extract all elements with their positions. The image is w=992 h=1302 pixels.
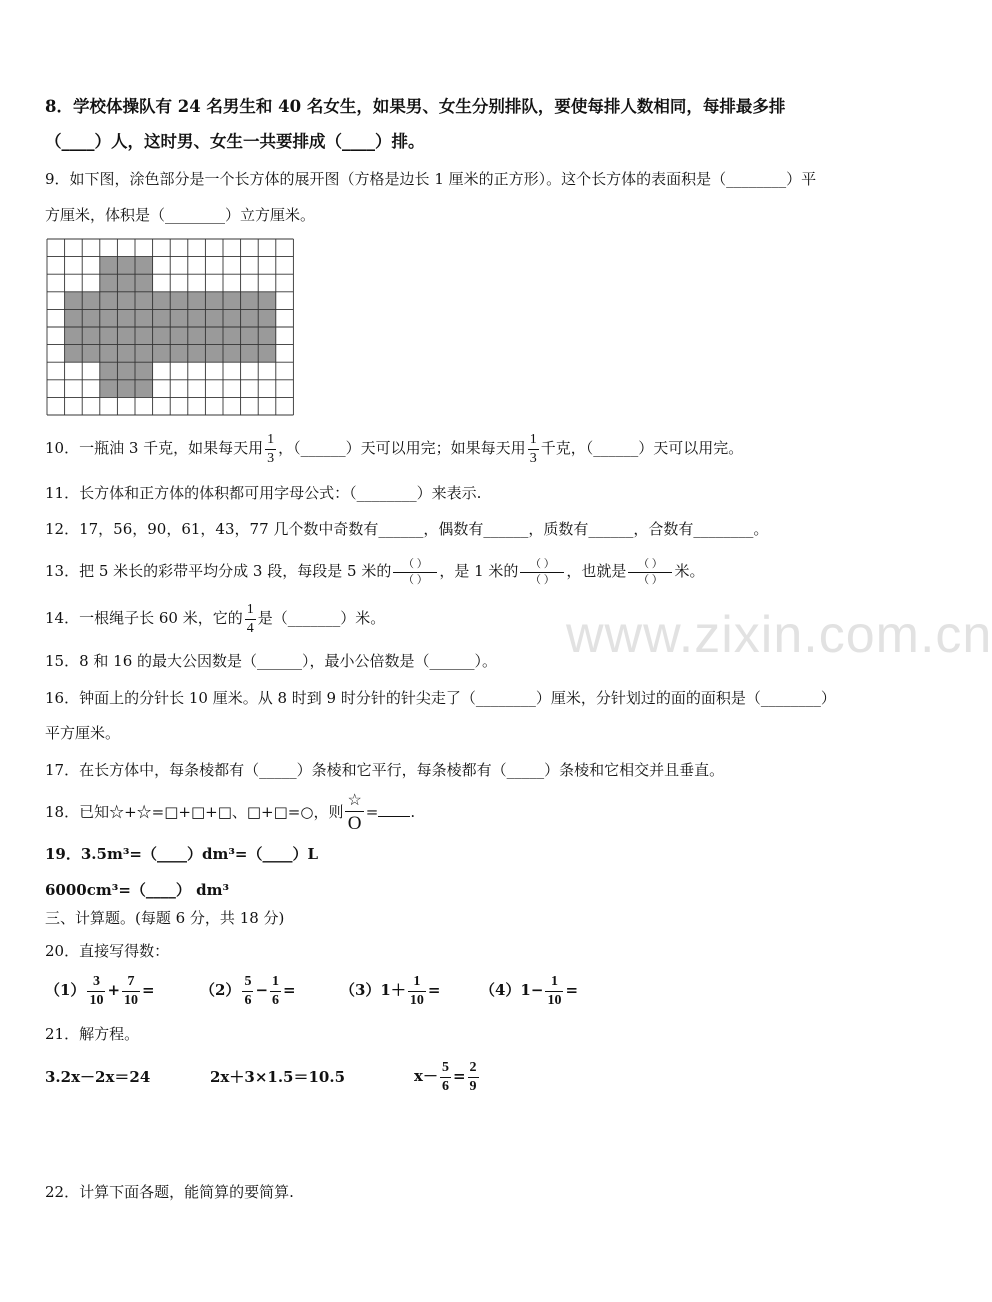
- shaded-cell: [135, 345, 153, 363]
- q14-part1: 14．一根绳子长 60 米，它的: [45, 609, 243, 627]
- q13-frac1-den: （ ）: [402, 573, 428, 586]
- shaded-cell: [153, 292, 171, 310]
- shaded-cell: [135, 327, 153, 345]
- q19-line1: 19．3.5m³=（____）dm³=（____）L: [45, 845, 319, 863]
- shaded-cell: [135, 274, 153, 292]
- grid-svg: [46, 238, 296, 418]
- shaded-cell: [135, 309, 153, 327]
- shaded-cell: [117, 292, 135, 310]
- shaded-cell: [82, 327, 100, 345]
- shaded-cell: [188, 292, 206, 310]
- q20-1-label: （1）: [45, 981, 86, 999]
- q10: [45, 430, 743, 466]
- q20-2-b-num: 1: [272, 973, 280, 989]
- q14-frac-num: 1: [246, 601, 254, 617]
- shaded-cell: [117, 380, 135, 398]
- q16-line2: 平方厘米。: [45, 724, 121, 742]
- q20-2-op: −: [255, 981, 269, 999]
- q20-4-num: 1: [550, 973, 558, 989]
- q19-line2: 6000cm³=（____） dm³: [45, 881, 230, 899]
- shaded-cell: [241, 292, 259, 310]
- shaded-cell: [170, 327, 188, 345]
- q14: [45, 600, 385, 636]
- q18-answer-blank: [378, 806, 410, 817]
- q13: [45, 553, 704, 589]
- shaded-cell: [100, 362, 118, 380]
- q20-2-label: （2）: [200, 981, 241, 999]
- shaded-cell: [170, 309, 188, 327]
- q18: [45, 793, 415, 833]
- shaded-cell: [223, 327, 241, 345]
- shaded-cell: [117, 274, 135, 292]
- star-icon: ☆: [347, 792, 362, 809]
- q21-equation-1: 3.2x－2x＝24: [45, 1068, 151, 1086]
- q18-period: .: [410, 803, 416, 821]
- q14-part2: 是（_______）米。: [257, 609, 386, 627]
- shaded-cell: [258, 309, 276, 327]
- q20-2-b-den: 6: [272, 992, 280, 1008]
- q13-part4: 米。: [674, 562, 705, 580]
- shaded-cell: [223, 345, 241, 363]
- shaded-cell: [205, 292, 223, 310]
- shaded-cell: [205, 309, 223, 327]
- q20-item-1: [45, 970, 155, 1010]
- q10-fraction-1: [265, 433, 276, 466]
- q18-fraction: [345, 793, 363, 833]
- q14-frac-den: 4: [246, 620, 254, 636]
- q13-frac2-den: （ ）: [530, 573, 555, 586]
- q13-part3: ，也就是: [566, 562, 627, 580]
- shaded-cell: [135, 292, 153, 310]
- q12: 12．17，56，90，61，43，77 几个数中奇数有______，偶数有______，质数有______，合数有________。: [45, 520, 769, 538]
- q13-frac2-num: （ ）: [530, 557, 555, 570]
- q20-2-frac-a: [242, 975, 253, 1008]
- shaded-cell: [100, 327, 118, 345]
- q20-1-b-den: 10: [124, 992, 139, 1008]
- q20-3-frac: [408, 975, 426, 1008]
- q20-item-2: [200, 970, 296, 1010]
- q21-eq3-den: 6: [441, 1078, 449, 1094]
- shaded-cell: [100, 274, 118, 292]
- q14-fraction: [245, 603, 256, 636]
- shaded-cell: [188, 309, 206, 327]
- q20-1-op: +: [107, 981, 121, 999]
- q13-frac3-den: （ ）: [638, 573, 663, 586]
- section-3-heading: 三、计算题。(每题 6 分，共 18 分): [45, 909, 285, 927]
- shaded-cell: [241, 309, 259, 327]
- q21-eq3-frac-right: [468, 1061, 479, 1094]
- q10-part2: ，（______）天可以用完；如果每天用: [278, 439, 526, 457]
- shaded-cell: [170, 292, 188, 310]
- q21-title: 21．解方程。: [45, 1025, 140, 1043]
- shaded-cell: [117, 257, 135, 275]
- shaded-cell: [82, 292, 100, 310]
- shaded-cell: [65, 345, 83, 363]
- shaded-cell: [223, 309, 241, 327]
- shaded-cell: [100, 309, 118, 327]
- q10-fraction-2: [528, 433, 539, 466]
- circle-icon: O: [347, 813, 362, 834]
- q20-4-eq: =: [565, 981, 579, 999]
- q18-part1: 18．已知☆+☆=□+□+□、□+□=○，则: [45, 803, 344, 821]
- q21-eq3-rnum: 2: [469, 1059, 477, 1075]
- q21-eq3-frac-left: [440, 1061, 451, 1094]
- shaded-cell: [153, 309, 171, 327]
- q20-1-a-den: 10: [89, 992, 104, 1008]
- shaded-cell: [241, 345, 259, 363]
- q20-1-eq: =: [142, 981, 155, 999]
- q13-fraction-1: [393, 559, 437, 586]
- q20-1-frac-a: [87, 975, 105, 1008]
- q10-frac2-num: 1: [529, 431, 537, 447]
- shaded-cell: [205, 327, 223, 345]
- shaded-cell: [258, 327, 276, 345]
- shaded-cell: [205, 345, 223, 363]
- shaded-cell: [135, 257, 153, 275]
- q13-fraction-2: [520, 559, 564, 586]
- shaded-cell: [188, 327, 206, 345]
- q18-equals: =: [365, 803, 379, 821]
- q20-4-label: （4）1−: [480, 981, 544, 999]
- shaded-cell: [100, 257, 118, 275]
- shaded-cell: [82, 309, 100, 327]
- shaded-cell: [170, 345, 188, 363]
- q20-3-eq: =: [427, 981, 441, 999]
- q21-eq3-prefix: x－: [414, 1067, 438, 1085]
- shaded-cell: [82, 345, 100, 363]
- q22: 22．计算下面各题，能简算的要简算.: [45, 1183, 294, 1201]
- shaded-cell: [153, 345, 171, 363]
- q10-part1: 10．一瓶油 3 千克，如果每天用: [45, 439, 264, 457]
- shaded-cell: [65, 309, 83, 327]
- q20-2-a-den: 6: [244, 992, 252, 1008]
- q20-item-3: [340, 970, 440, 1010]
- q17: 17．在长方体中，每条棱都有（_____）条棱和它平行，每条棱都有（_____）条棱和它相交并且垂直。: [45, 761, 725, 779]
- q10-frac1-den: 3: [267, 450, 275, 466]
- q13-frac1-num: （ ）: [402, 557, 428, 570]
- cuboid-net-grid: [46, 238, 296, 422]
- shaded-cell: [100, 345, 118, 363]
- q20-2-a-num: 5: [244, 973, 252, 989]
- shaded-cell: [65, 292, 83, 310]
- shaded-cell: [258, 345, 276, 363]
- shaded-cell: [258, 292, 276, 310]
- q20-1-a-num: 3: [92, 973, 100, 989]
- q20-title: 20．直接写得数：: [45, 942, 170, 960]
- q13-part2: ，是 1 米的: [439, 562, 519, 580]
- shaded-cell: [135, 362, 153, 380]
- q21-equation-2: 2x＋3×1.5＝10.5: [210, 1068, 346, 1086]
- shaded-cell: [100, 380, 118, 398]
- q16-line1: 16．钟面上的分针长 10 厘米。从 8 时到 9 时分针的针尖走了（________）厘米，分针划过的面的面积是（________）: [45, 689, 836, 707]
- q20-1-frac-b: [122, 975, 140, 1008]
- q15: 15．8 和 16 的最大公因数是（______），最小公倍数是（______）。: [45, 652, 498, 670]
- q21-eq3-eq: =: [452, 1067, 466, 1085]
- q10-frac2-den: 3: [529, 450, 537, 466]
- q10-frac1-num: 1: [267, 431, 275, 447]
- shaded-cell: [135, 380, 153, 398]
- q20-4-den: 10: [547, 992, 562, 1008]
- q13-part1: 13．把 5 米长的彩带平均分成 3 段，每段是 5 米的: [45, 562, 392, 580]
- shaded-cell: [188, 345, 206, 363]
- shaded-cell: [100, 292, 118, 310]
- shaded-cell: [117, 309, 135, 327]
- q8-line1: 8．学校体操队有 24 名男生和 40 名女生，如果男、女生分别排队，要使每排人数相同，每排最多排: [45, 97, 786, 116]
- shaded-cell: [241, 327, 259, 345]
- q20-4-frac: [545, 975, 563, 1008]
- q13-frac3-num: （ ）: [638, 557, 663, 570]
- q20-1-b-num: 7: [127, 973, 135, 989]
- q20-3-den: 10: [409, 992, 424, 1008]
- shaded-cell: [117, 362, 135, 380]
- shaded-cell: [65, 327, 83, 345]
- q11: 11．长方体和正方体的体积都可用字母公式：（________）来表示.: [45, 484, 482, 502]
- q20-2-frac-b: [270, 975, 281, 1008]
- q20-2-eq: =: [283, 981, 296, 999]
- q8-line2: （____）人，这时男、女生一共要排成（____）排。: [45, 132, 425, 151]
- q9-line1: 9．如下图，涂色部分是一个长方体的展开图（方格是边长 1 厘米的正方形）。这个长方体的表面积是（________）平: [45, 170, 817, 188]
- q13-fraction-3: [628, 559, 672, 586]
- shaded-cell: [153, 327, 171, 345]
- q9-line2: 方厘米，体积是（________）立方厘米。: [45, 206, 316, 224]
- q10-part3: 千克，（______）天可以用完。: [540, 439, 744, 457]
- q20-3-num: 1: [413, 973, 421, 989]
- shaded-cell: [117, 327, 135, 345]
- shaded-cell: [223, 292, 241, 310]
- q20-3-label: （3）1＋: [340, 981, 406, 999]
- q21-equation-3: [414, 1054, 481, 1098]
- shaded-cell: [117, 345, 135, 363]
- q21-eq3-num: 5: [441, 1059, 449, 1075]
- watermark: www.zixin.com.cn: [566, 606, 992, 664]
- q20-item-4: [480, 970, 578, 1010]
- q21-eq3-rden: 9: [469, 1078, 477, 1094]
